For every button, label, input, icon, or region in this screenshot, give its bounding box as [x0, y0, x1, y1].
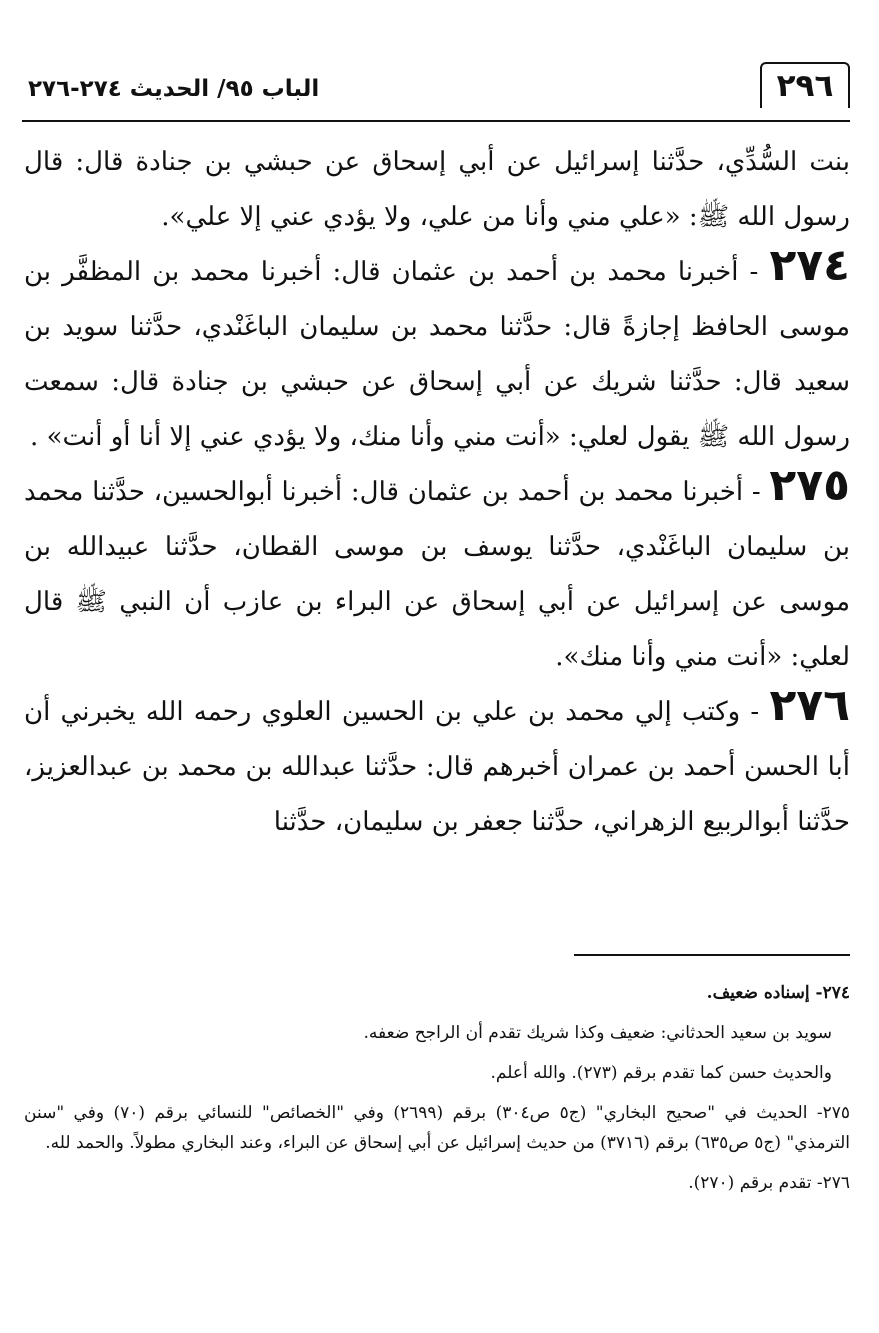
chapter-title: الباب ٩٥/ الحديث ٢٧٤-٢٧٦ — [28, 76, 320, 102]
footnote-274-line: سويد بن سعيد الحدثاني: ضعيف وكذا شريك تقدم أن الراجح ضعفه. — [363, 1023, 832, 1043]
page-header — [22, 62, 850, 122]
header-divider — [22, 120, 850, 122]
footnote-276: ٢٧٦- تقدم برقم (٢٧٠). — [688, 1173, 850, 1193]
footnote-274-line: والحديث حسن كما تقدم برقم (٢٧٣). والله أعلم. — [490, 1063, 832, 1083]
footnote-divider — [574, 954, 850, 956]
page-number: ٢٩٦ — [760, 62, 850, 108]
main-text — [24, 135, 850, 850]
footnote-274-heading: ٢٧٤- إسناده ضعيف. — [706, 983, 850, 1003]
hadith-text: - أخبرنا محمد بن أحمد بن عثمان قال: أخبرنا محمد بن المظفَّر بن موسى الحافظ إجازةً قال: حدَّثنا محمد بن سليمان الباغَنْدي، حدَّثنا سويد بن سعيد قال: حدَّثنا شريك عن أبي إسحاق عن حبشي بن جنادة قال: سمعت رسول الله ﷺ يقول لعلي: «أنت مني وأنا منك، ولا يؤدي عني إلا أنا أو أنت» . — [24, 257, 850, 452]
hadith-number: ٢٧٥ — [769, 460, 850, 511]
hadith-text: - وكتب إلي محمد بن علي بن الحسين العلوي رحمه الله يخبرني أن أبا الحسن أحمد بن عمران أخبرهم قال: حدَّثنا عبدالله بن محمد بن عبدالعزيز، حدَّثنا أبوالربيع الزهراني، حدَّثنا جعفر بن سليمان، حدَّثنا — [24, 697, 850, 837]
hadith-276 — [24, 680, 851, 850]
hadith-274 — [24, 240, 851, 465]
intro-paragraph: بنت السُّدِّي، حدَّثنا إسرائيل عن أبي إسحاق عن حبشي بن جنادة قال: قال رسول الله ﷺ: «علي مني وأنا من علي، ولا يؤدي عني إلا علي». — [24, 147, 850, 232]
hadith-number: ٢٧٦ — [769, 680, 851, 731]
hadith-275 — [24, 460, 851, 685]
footnotes — [24, 978, 850, 1198]
footnote-275: ٢٧٥- الحديث في "صحيح البخاري" (ج٥ ص٣٠٤) برقم (٢٦٩٩) وفي "الخصائص" للنسائي برقم (٧٠) وفي "سنن الترمذي" (ج٥ ص٦٣٥) برقم (٣٧١٦) من حديث إسرائيل عن أبي إسحاق عن البراء، وعند البخاري مطولاً. والحمد لله. — [24, 1103, 850, 1153]
hadith-text: - أخبرنا محمد بن أحمد بن عثمان قال: أخبرنا أبوالحسين، حدَّثنا محمد بن سليمان الباغَنْدي، حدَّثنا يوسف بن موسى القطان، حدَّثنا عبيدالله بن موسى عن إسرائيل عن أبي إسحاق عن البراء بن عازب أن النبي ﷺ قال لعلي: «أنت مني وأنا منك». — [24, 477, 851, 672]
hadith-number: ٢٧٤ — [769, 240, 851, 291]
